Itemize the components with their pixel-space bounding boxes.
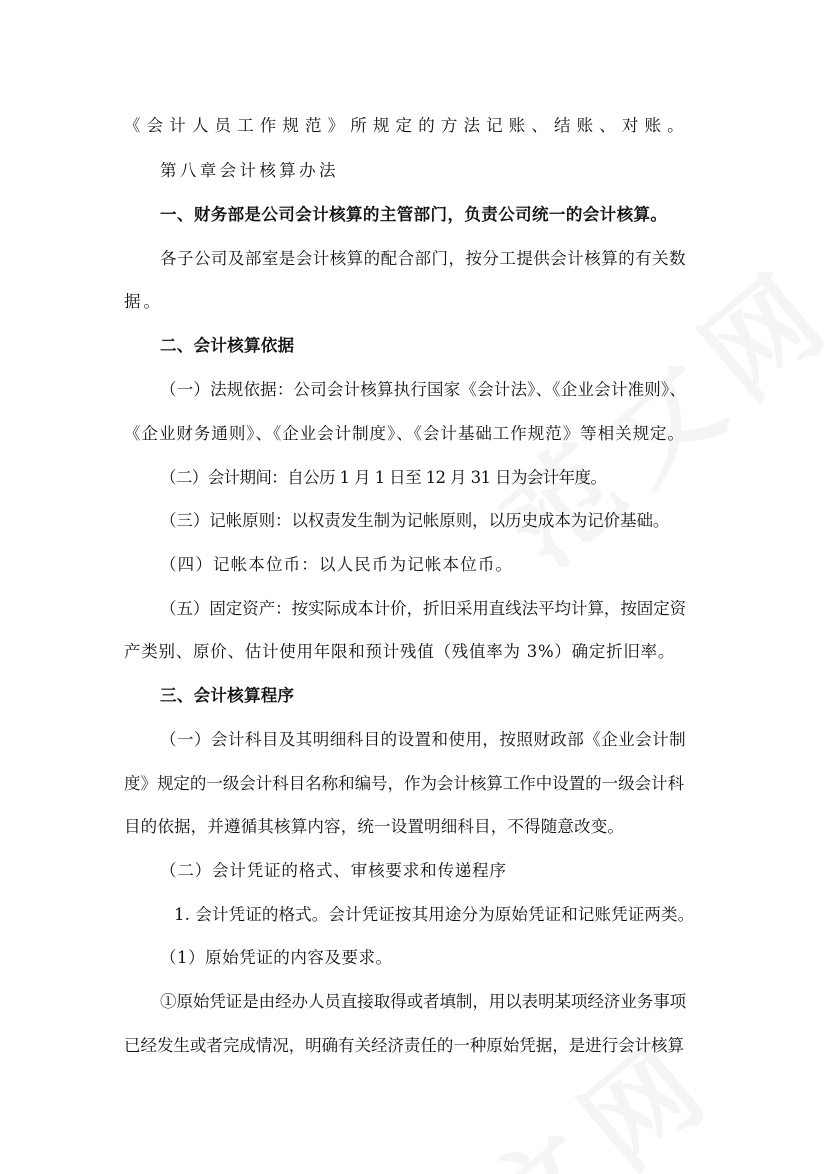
paragraph-line: 度》规定的一级会计科目名称和编号，作为会计核算工作中设置的一级会计科 [124, 774, 684, 793]
paragraph-line: （一）会计科目及其明细科目的设置和使用，按照财政部《企业会计制 [160, 730, 687, 749]
paragraph-line: （五）固定资产：按实际成本计价，折旧采用直线法平均计算，按固定资 [160, 599, 687, 618]
paragraph-line: （二）会计期间：自公历 1 月 1 日至 12 月 31 日为会计年度。 [160, 468, 607, 487]
watermark [465, 223, 830, 595]
section-heading: 一、财务部是公司会计核算的主管部门，负责公司统一的会计核算。 [160, 205, 668, 224]
chapter-heading: 第八章会计核算办法 [160, 161, 339, 180]
paragraph-line: 1. 会计凭证的格式。会计凭证按其用途分为原始凭证和记账凭证两类。 [174, 905, 695, 924]
paragraph-line: （四）记帐本位币：以人民币为记帐本位币。 [160, 555, 514, 574]
paragraph-line: 据。 [124, 292, 163, 311]
section-heading: 三、会计核算程序 [160, 686, 295, 705]
paragraph-line: 《会计人员工作规范》所规定的方法记账、结账、对账。 [124, 116, 690, 135]
section-heading: 二、会计核算依据 [160, 336, 295, 355]
paragraph-line: （三）记帐原则：以权责发生制为记帐原则，以历史成本为记价基础。 [160, 511, 670, 530]
paragraph-line: ①原始凭证是由经办人员直接取得或者填制，用以表明某项经济业务事项 [160, 992, 687, 1011]
paragraph-line: （1）原始凭证的内容及要求。 [160, 948, 393, 967]
paragraph-line: 产类别、原价、估计使用年限和预计残值（残值率为 3%）确定折旧率。 [124, 642, 676, 661]
paragraph-line: 各子公司及部室是会计核算的配合部门，按分工提供会计核算的有关数 [160, 249, 687, 268]
paragraph-line: 已经发生或者完成情况，明确有关经济责任的一种原始凭据，是进行会计核算 [124, 1036, 684, 1055]
paragraph-line: （一）法规依据：公司会计核算执行国家《会计法》、《企业会计准则》、 [160, 380, 687, 399]
watermark [345, 993, 745, 1174]
subsection-heading: （二）会计凭证的格式、审核要求和传递程序 [160, 861, 507, 880]
paragraph-line: 《企业财务通则》、《企业会计制度》、《会计基础工作规范》等相关规定。 [124, 424, 685, 443]
paragraph-line: 目的依据，并遵循其核算内容，统一设置明细科目，不得随意改变。 [124, 817, 625, 836]
